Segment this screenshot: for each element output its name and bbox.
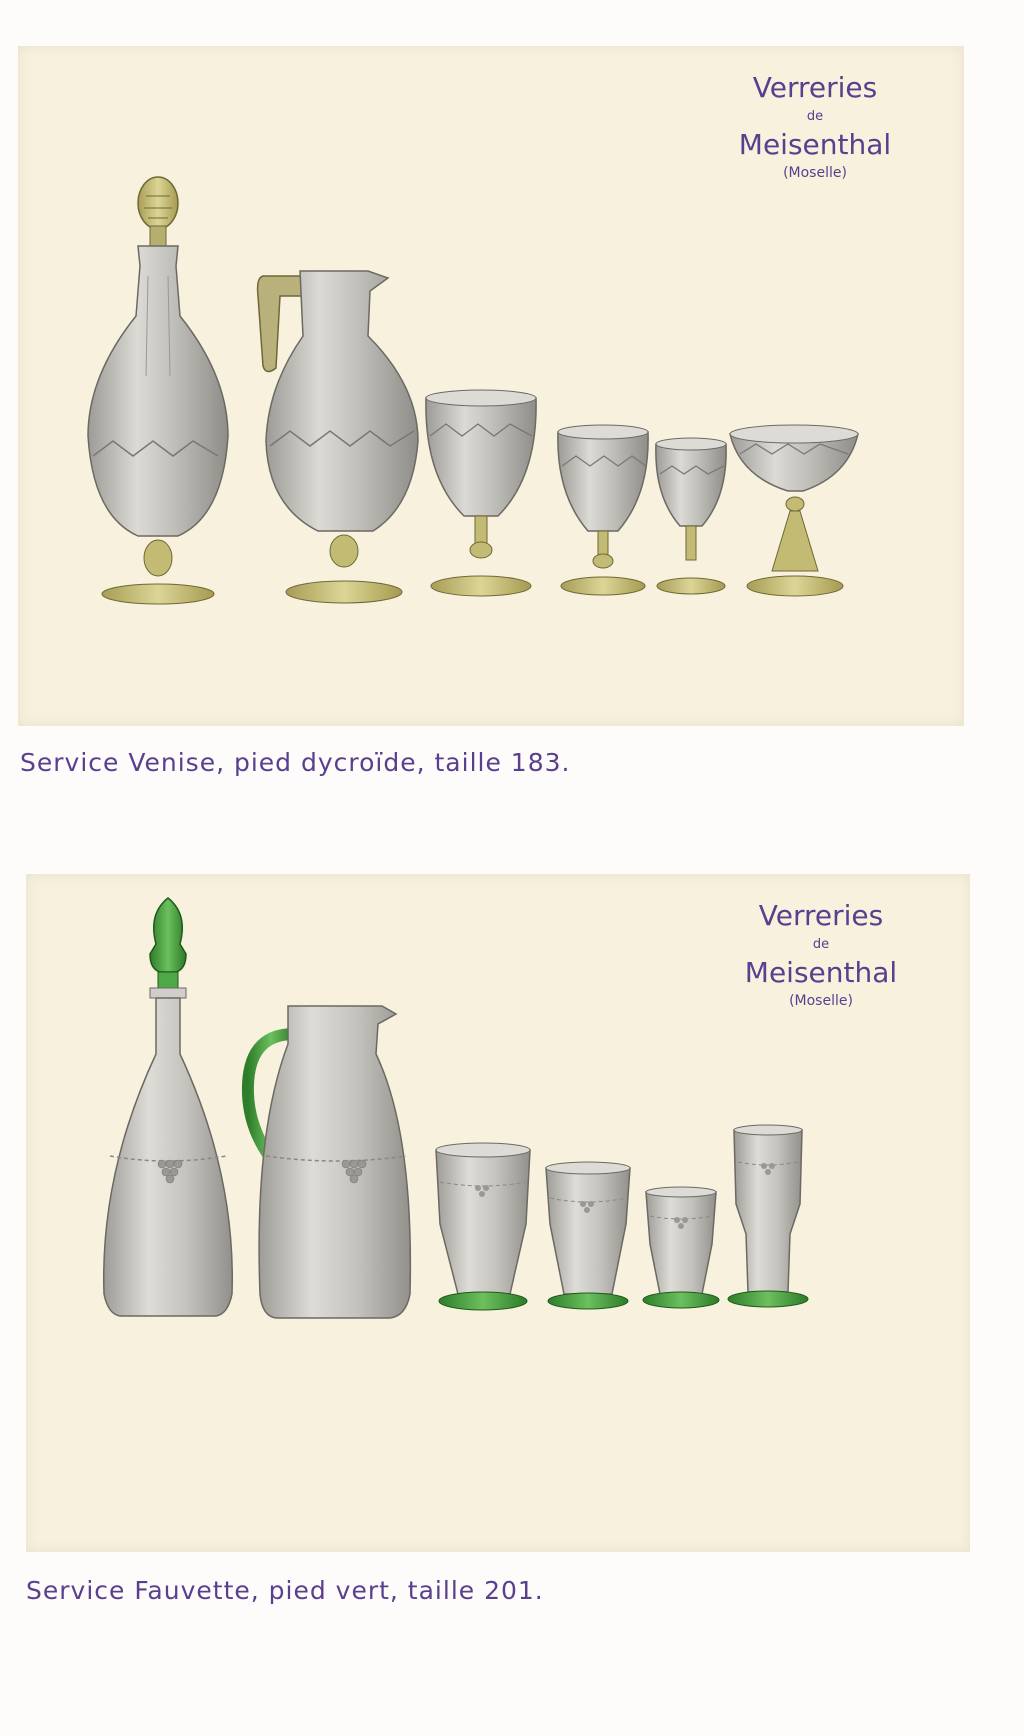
maker-line-meisenthal: Meisenthal bbox=[738, 128, 892, 162]
fauvette-glass-tall bbox=[728, 1125, 808, 1307]
maker-line-moselle: (Moselle) bbox=[789, 993, 853, 1010]
maker-line-verreries: Verreries bbox=[752, 71, 878, 104]
maker-line-verreries: Verreries bbox=[758, 899, 884, 932]
venise-decanter bbox=[88, 177, 228, 604]
venise-coupe bbox=[730, 425, 858, 596]
maker-line-de: de bbox=[812, 937, 830, 953]
fauvette-decanter bbox=[104, 898, 233, 1316]
caption-venise: Service Venise, pied dycroïde, taille 183. bbox=[20, 748, 571, 777]
venise-glassware-illustration bbox=[18, 46, 964, 726]
venise-glass-large bbox=[426, 390, 536, 596]
fauvette-glass-large bbox=[436, 1143, 530, 1310]
maker-line-meisenthal: Meisenthal bbox=[744, 956, 898, 990]
maker-line-moselle: (Moselle) bbox=[783, 165, 847, 182]
venise-glass-medium bbox=[558, 425, 648, 595]
plate-venise bbox=[18, 46, 964, 726]
fauvette-glass-small bbox=[643, 1187, 719, 1308]
fauvette-glass-medium bbox=[546, 1162, 630, 1309]
maker-line-de: de bbox=[806, 109, 824, 125]
fauvette-pitcher bbox=[248, 1006, 410, 1318]
fauvette-glassware-illustration bbox=[26, 874, 970, 1552]
plate-fauvette bbox=[26, 874, 970, 1552]
venise-jug bbox=[258, 271, 418, 603]
caption-fauvette: Service Fauvette, pied vert, taille 201. bbox=[26, 1576, 544, 1605]
venise-glass-small bbox=[656, 438, 726, 594]
